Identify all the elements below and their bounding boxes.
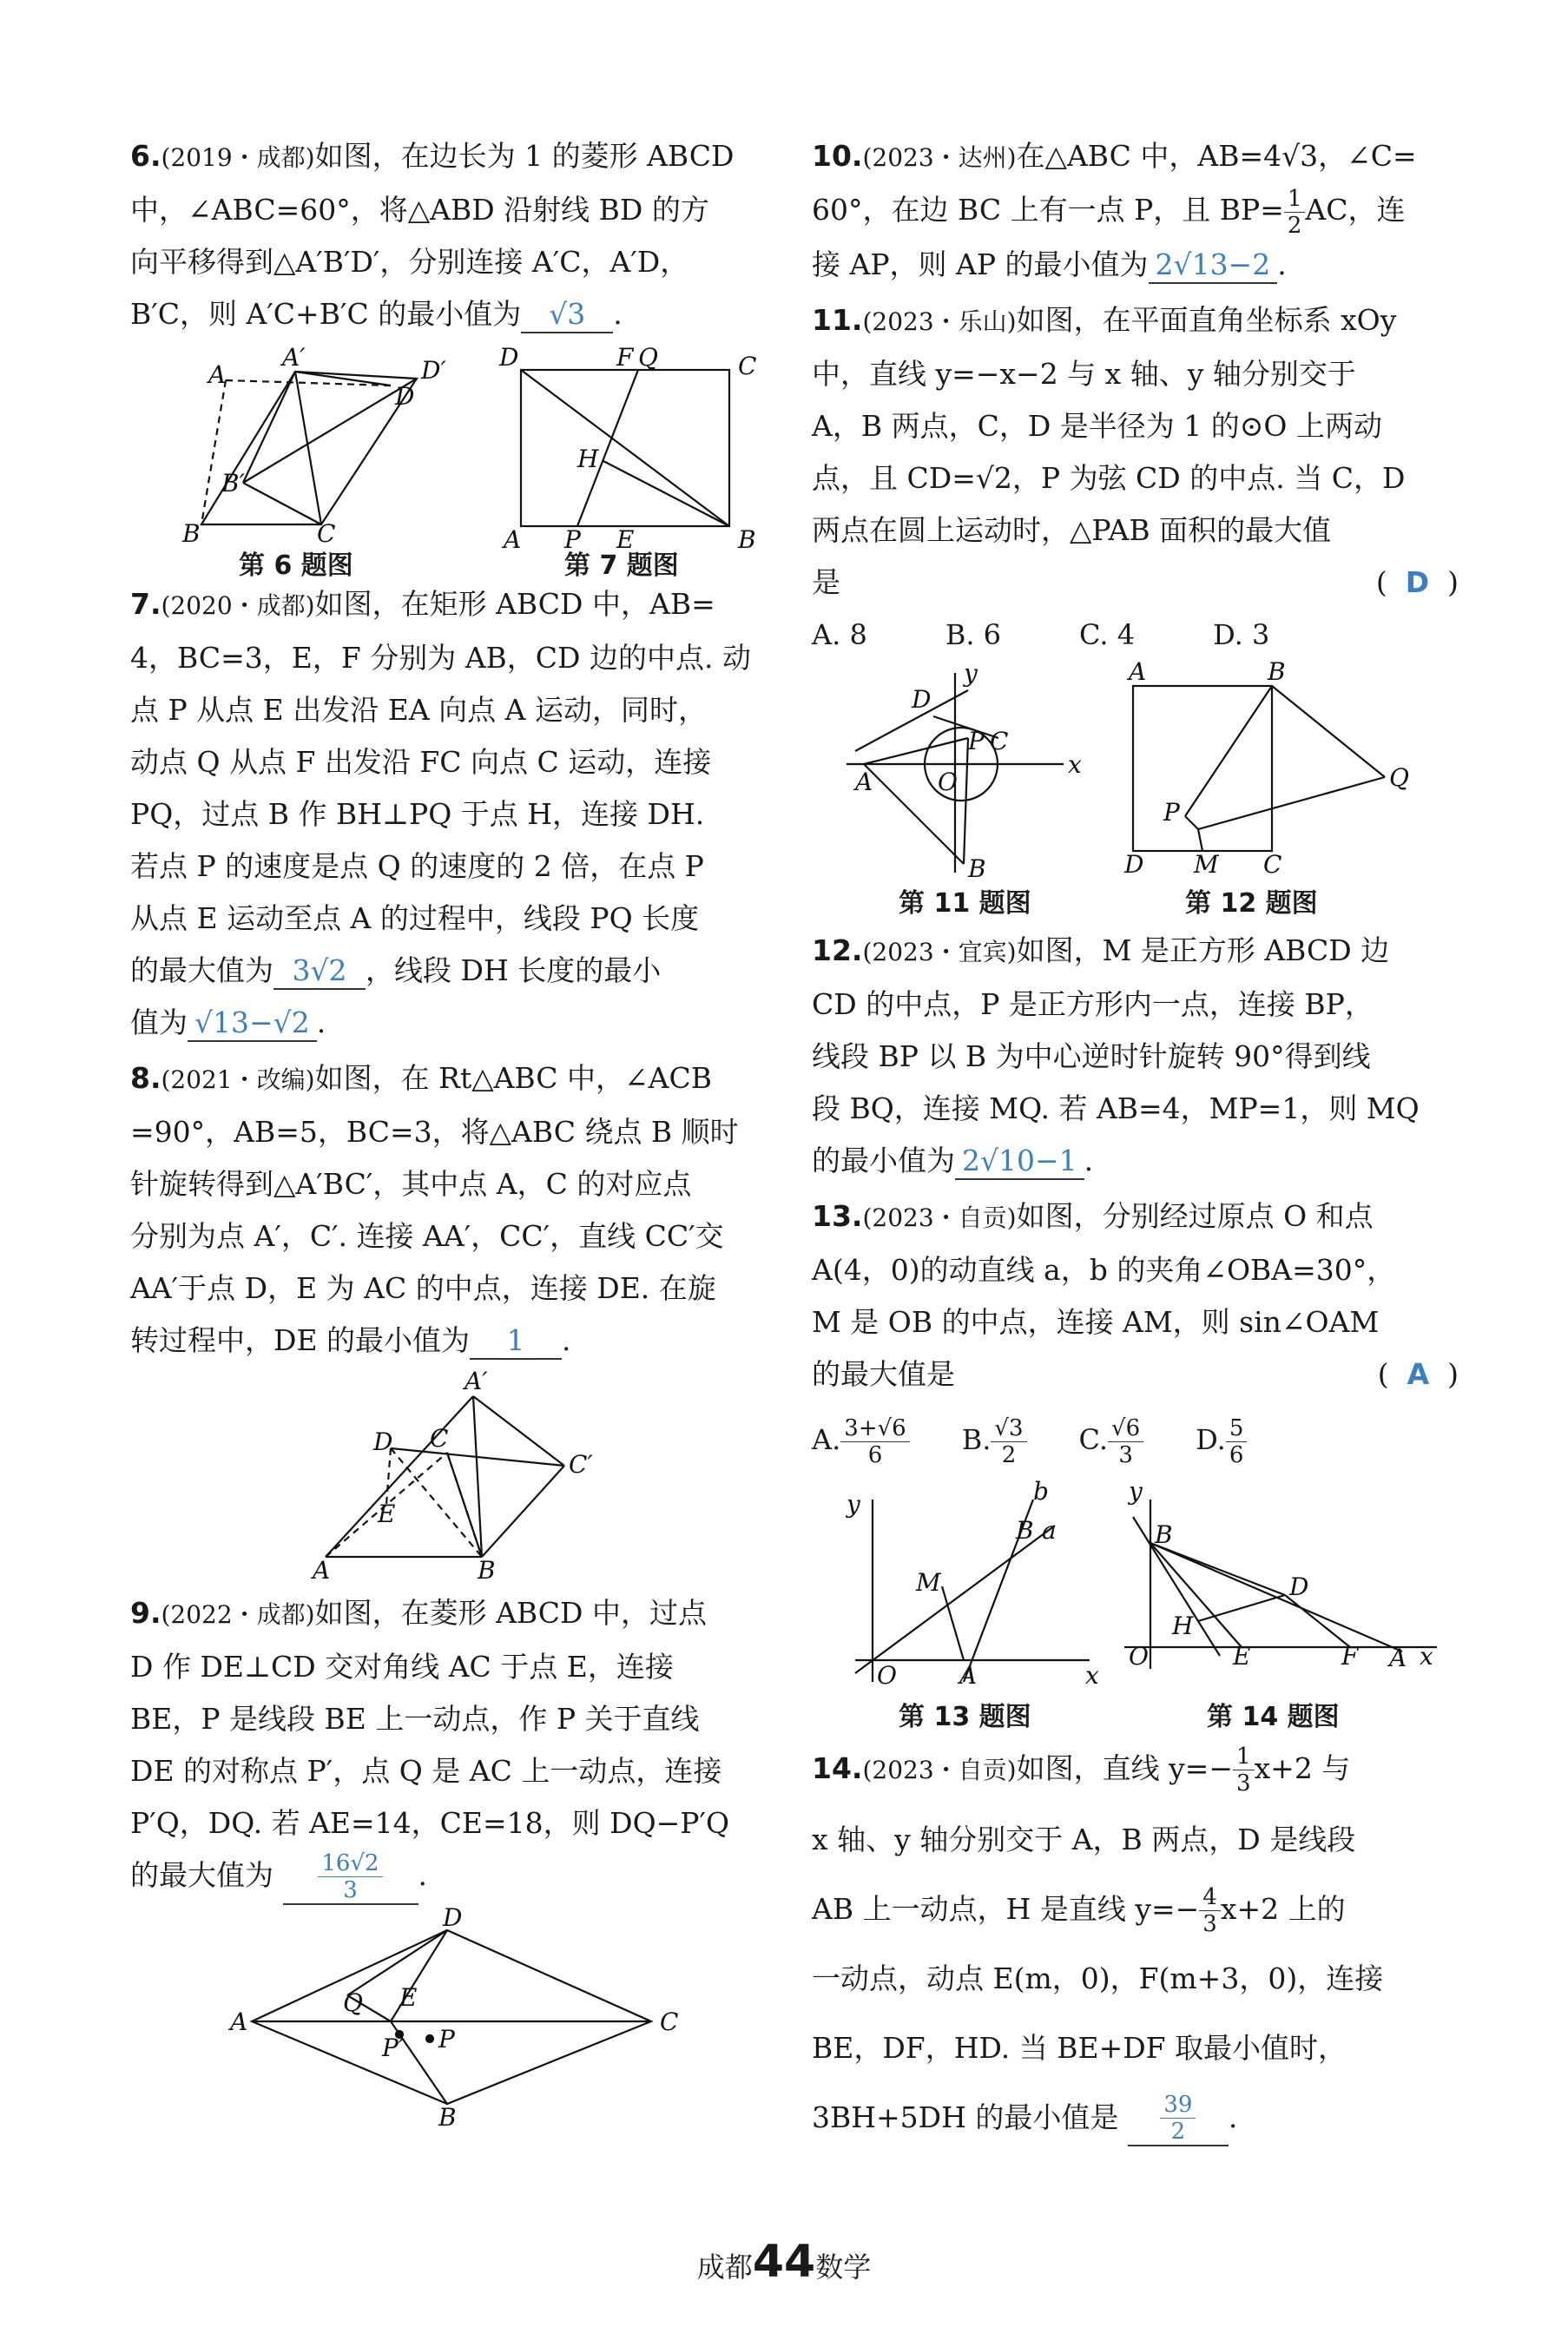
numerator: 5: [1226, 1415, 1248, 1442]
label-E: E: [399, 1982, 418, 2012]
question-text: DE 的对称点 P′，点 Q 是 AC 上一动点，连接: [130, 1754, 722, 1788]
label-B: B: [478, 1556, 496, 1585]
left-column: [130, 130, 773, 2132]
figure-14: [1116, 1476, 1446, 1691]
label-P-prime: P′: [382, 2033, 405, 2062]
label-D: D: [499, 343, 519, 372]
label-Q: Q: [638, 343, 658, 372]
label-H: H: [577, 445, 599, 473]
question-text: 从点 E 运动至点 A 的过程中，线段 PQ 长度: [130, 901, 700, 935]
answer-numerator: 16√2: [318, 1850, 382, 1877]
label-C: C: [430, 1424, 449, 1453]
question-text: AC，连: [1305, 193, 1406, 227]
label-C: C: [660, 2007, 679, 2036]
label-A: A: [504, 525, 522, 554]
label-x-axis: x: [1085, 1660, 1099, 1690]
question-text: 3BH+5DH 的最小值是: [812, 2100, 1119, 2134]
question-number: 7.: [130, 587, 161, 621]
option-c: [1079, 1401, 1144, 1479]
option-letter: C.: [1078, 1422, 1109, 1456]
question-number: 12.: [812, 933, 863, 967]
figures-13-14: [812, 1476, 1459, 1734]
punctuation: .: [613, 297, 623, 331]
question-11: [812, 294, 1459, 661]
label-A: A: [1389, 1643, 1407, 1672]
figure-6: [156, 343, 469, 548]
question-12: [812, 925, 1459, 1187]
option-letter: B.: [961, 1422, 992, 1456]
question-text: PQ，过点 B 作 BH⊥PQ 于点 H，连接 DH.: [130, 797, 705, 831]
option-letter: D.: [1196, 1422, 1226, 1456]
question-text: BE，DF，HD. 当 BE+DF 取最小值时，: [812, 2030, 1347, 2065]
fraction: [1226, 1415, 1248, 1468]
question-text: AB 上一动点，H 是直线 y=−: [812, 1891, 1200, 1926]
question-number: 6.: [130, 139, 161, 173]
label-C: C: [317, 519, 336, 548]
label-y-axis: y: [1129, 1476, 1143, 1506]
label-D: D: [1289, 1572, 1309, 1601]
fraction: [1284, 186, 1306, 239]
question-text: 向平移得到△A′B′D′，分别连接 A′C，A′D，: [130, 245, 689, 279]
right-column: [812, 130, 1459, 2156]
figure-11-caption: 第 11 题图: [899, 887, 1031, 919]
option-b: B. 6: [945, 617, 1002, 651]
label-Q: Q: [343, 1988, 363, 2017]
option-letter: A.: [812, 1422, 841, 1456]
question-text: 如图，分别经过原点 O 和点: [1016, 1198, 1374, 1233]
numerator: 3+√6: [840, 1415, 909, 1442]
denominator: 3: [1118, 1441, 1133, 1468]
answer-blank: √13−√2: [188, 1005, 317, 1042]
question-7: [130, 578, 773, 1049]
fraction: [1233, 1744, 1255, 1797]
question-text: A(4，0)的动直线 a，b 的夹角∠OBA=30°，: [812, 1252, 1396, 1287]
choice-answer: D: [1405, 564, 1430, 599]
question-text: =90°，AB=5，BC=3，将△ABC 绕点 B 顺时: [130, 1115, 739, 1149]
question-text: 一动点，动点 E(m，0)，F(m+3，0)，连接: [812, 1961, 1384, 1995]
question-text: 针旋转得到△A′BC′，其中点 A，C 的对应点: [130, 1167, 692, 1201]
fraction: [991, 1415, 1026, 1468]
label-C: C: [990, 726, 1009, 755]
question-text: 在△ABC 中，AB=4√3，∠C=: [1016, 139, 1417, 173]
label-A-prime: A′: [464, 1367, 488, 1395]
label-B: B: [1016, 1515, 1034, 1545]
question-source: (2023・乐山): [862, 307, 1017, 336]
label-O: O: [1129, 1641, 1149, 1671]
label-E: E: [616, 525, 635, 554]
question-text: 中，直线 y=−x−2 与 x 轴、y 轴分别交于: [812, 356, 1356, 391]
label-A: A: [959, 1660, 978, 1690]
label-P: P: [564, 525, 581, 554]
answer-blank: [1128, 2092, 1229, 2146]
question-text: P′Q，DQ. 若 AE=14，CE=18，则 DQ−P′Q: [130, 1806, 730, 1840]
label-B: B: [738, 525, 756, 554]
label-A: A: [855, 767, 873, 796]
options: [812, 1401, 1459, 1479]
label-P: P: [968, 726, 985, 755]
question-14: [812, 1734, 1459, 2153]
question-text: AA′于点 D，E 为 AC 的中点，连接 DE. 在旋: [130, 1271, 716, 1305]
question-source: (2020・成都): [161, 591, 315, 620]
question-text: x+2 上的: [1220, 1891, 1346, 1926]
figure-12: [1116, 656, 1428, 881]
question-text: 线段 BP 以 B 为中心逆时针旋转 90°得到线: [812, 1038, 1371, 1073]
denominator: 3: [1202, 1911, 1217, 1937]
answer-denominator: 2: [1170, 2119, 1186, 2145]
label-B: B: [438, 2102, 457, 2132]
figure-14-caption: 第 14 题图: [1207, 1701, 1340, 1732]
question-number: 11.: [812, 302, 863, 337]
question-number: 10.: [812, 139, 863, 173]
label-P: P: [438, 2024, 455, 2054]
denominator: 6: [1229, 1441, 1244, 1468]
question-8: [130, 1052, 773, 1367]
denominator: 2: [1001, 1441, 1017, 1468]
label-D: D: [395, 382, 415, 411]
label-A: A: [313, 1556, 331, 1585]
footer-region: 成都: [696, 2251, 753, 2284]
option-a: [812, 1401, 910, 1479]
punctuation: .: [562, 1323, 571, 1357]
fraction: [1199, 1884, 1221, 1937]
label-O: O: [877, 1660, 897, 1690]
question-text: ，线段 DH 长度的最小: [366, 953, 662, 987]
question-text: 转过程中，DE 的最小值为: [130, 1323, 471, 1357]
question-text: D 作 DE⊥CD 交对角线 AC 于点 E，连接: [130, 1650, 674, 1684]
label-F: F: [1341, 1641, 1359, 1671]
denominator: 3: [1236, 1770, 1251, 1797]
question-text: 的最大值为: [130, 953, 273, 987]
figure-9: [130, 1902, 773, 2132]
figure-7-caption: 第 7 题图: [564, 550, 679, 581]
question-number: 14.: [812, 1750, 863, 1785]
label-C-prime: C′: [569, 1450, 593, 1479]
numerator: 4: [1199, 1884, 1221, 1911]
answer-blank: 1: [470, 1323, 562, 1360]
figure-11: [847, 658, 1107, 883]
question-text: B′C，则 A′C+B′C 的最小值为: [130, 297, 522, 331]
answer-blank: 2√10−1: [955, 1144, 1084, 1180]
answer-paren: ( D ): [1375, 564, 1459, 599]
label-line-b: b: [1033, 1476, 1049, 1506]
label-y-axis: y: [964, 658, 978, 688]
label-A: A: [208, 360, 227, 389]
denominator: 2: [1287, 212, 1302, 239]
question-text: 的最小值为: [812, 1143, 955, 1177]
fraction: [840, 1415, 909, 1468]
page-number: 44: [752, 2236, 816, 2288]
label-D: D: [1124, 849, 1144, 879]
question-text: 如图，在矩形 ABCD 中，AB=: [314, 587, 715, 621]
question-source: (2019・成都): [161, 143, 315, 172]
page-footer: [0, 2236, 1568, 2288]
question-number: 13.: [812, 1198, 863, 1233]
figure-13-caption: 第 13 题图: [899, 1701, 1031, 1732]
label-M: M: [1194, 849, 1219, 879]
question-text: 若点 P 的速度是点 Q 的速度的 2 倍，在点 P: [130, 849, 704, 883]
punctuation: .: [1228, 2100, 1238, 2134]
label-A: A: [1129, 656, 1147, 686]
figures-11-12: [812, 656, 1459, 925]
question-10: [812, 130, 1459, 291]
question-13: [812, 1190, 1459, 1479]
figures-6-7: [130, 343, 773, 581]
answer-blank: 3√2: [273, 953, 366, 990]
fraction: [1108, 1415, 1143, 1468]
question-text: 点 P 从点 E 出发沿 EA 向点 A 运动，同时，: [130, 693, 707, 727]
label-D: D: [373, 1427, 393, 1456]
option-d: D. 3: [1213, 617, 1270, 651]
question-text: 如图，M 是正方形 ABCD 边: [1016, 933, 1390, 967]
question-text: 如图，在 Rt△ABC 中，∠ACB: [314, 1061, 713, 1095]
options: [812, 609, 1459, 661]
option-d: [1196, 1401, 1247, 1479]
label-B: B: [1155, 1520, 1173, 1549]
question-text: 如图，直线 y=−: [1016, 1750, 1234, 1785]
answer-denominator: 3: [343, 1876, 358, 1903]
question-text: 是: [812, 564, 840, 599]
question-text: 的最大值是: [812, 1356, 955, 1391]
question-source: (2023・达州): [862, 143, 1017, 172]
question-text: 如图，在边长为 1 的菱形 ABCD: [314, 139, 735, 173]
question-6: [130, 130, 773, 340]
question-text: 两点在圆上运动时，△PAB 面积的最大值: [812, 512, 1332, 547]
question-source: (2022・成都): [161, 1600, 315, 1629]
label-line-a: a: [1042, 1515, 1057, 1545]
figure-6-caption: 第 6 题图: [239, 550, 353, 581]
question-source: (2023・自贡): [862, 1755, 1017, 1784]
punctuation: .: [1277, 247, 1287, 281]
question-number: 8.: [130, 1061, 161, 1095]
numerator: √6: [1108, 1415, 1143, 1442]
question-text: 的最大值为: [130, 1858, 273, 1892]
punctuation: .: [1084, 1143, 1094, 1177]
punctuation: .: [418, 1858, 427, 1892]
label-B: B: [968, 854, 986, 883]
label-Q: Q: [1389, 762, 1409, 792]
answer-blank: 2√13−2: [1149, 247, 1278, 284]
figure-8: [130, 1367, 773, 1587]
label-D: D: [443, 1902, 463, 1932]
option-b: [962, 1401, 1027, 1479]
label-C: C: [1263, 849, 1282, 879]
question-text: 4，BC=3，E，F 分别为 AB，CD 边的中点. 动: [130, 641, 751, 675]
option-c: C. 4: [1079, 617, 1136, 651]
label-B: B: [1268, 656, 1286, 686]
question-text: 如图，在菱形 ABCD 中，过点: [314, 1596, 707, 1630]
label-B-prime: B′: [221, 469, 245, 498]
footer-subject: 数学: [815, 2251, 872, 2284]
question-text: 接 AP，则 AP 的最小值为: [812, 247, 1149, 281]
question-source: (2023・自贡): [862, 1203, 1017, 1232]
label-C: C: [738, 352, 757, 380]
question-text: 60°，在边 BC 上有一点 P，且 BP=: [812, 193, 1284, 227]
question-source: (2023・宜宾): [862, 937, 1017, 966]
label-B: B: [182, 519, 201, 548]
question-text: M 是 OB 的中点，连接 AM，则 sin∠OAM: [812, 1304, 1380, 1339]
answer-blank: √3: [521, 297, 613, 333]
label-A-prime: A′: [282, 343, 306, 372]
question-number: 9.: [130, 1596, 161, 1630]
answer-paren: ( A ): [1377, 1356, 1459, 1391]
numerator: √3: [991, 1415, 1026, 1442]
numerator: 1: [1284, 186, 1306, 213]
question-text: 段 BQ，连接 MQ. 若 AB=4，MP=1，则 MQ: [812, 1091, 1420, 1125]
question-text: A，B 两点，C，D 是半径为 1 的⊙O 上两动: [812, 408, 1382, 443]
punctuation: .: [316, 1005, 326, 1039]
question-text: 分别为点 A′，C′. 连接 AA′，CC′，直线 CC′交: [130, 1219, 724, 1253]
label-M: M: [916, 1567, 941, 1597]
label-D-prime: D′: [421, 356, 446, 385]
question-text: 如图，在平面直角坐标系 xOy: [1016, 302, 1397, 337]
question-9: [130, 1587, 773, 1905]
label-F: F: [616, 343, 634, 372]
numerator: 1: [1233, 1744, 1255, 1770]
question-text: x+2 与: [1254, 1750, 1351, 1785]
figure-7: [495, 343, 773, 554]
label-D: D: [912, 684, 932, 714]
question-text: 中，∠ABC=60°，将△ABD 沿射线 BD 的方: [130, 193, 709, 227]
label-x-axis: x: [1420, 1641, 1433, 1671]
figure-13: [829, 1476, 1116, 1691]
question-text: BE，P 是线段 BE 上一动点，作 P 关于直线: [130, 1702, 700, 1736]
choice-answer: A: [1407, 1356, 1430, 1391]
label-P: P: [1163, 797, 1180, 827]
option-a: A. 8: [812, 617, 867, 651]
question-text: 动点 Q 从点 F 出发沿 FC 向点 C 运动，连接: [130, 745, 712, 779]
label-H: H: [1172, 1611, 1194, 1640]
label-O: O: [938, 767, 958, 796]
label-x-axis: x: [1068, 749, 1082, 779]
question-text: x 轴、y 轴分别交于 A，B 两点，D 是线段: [812, 1822, 1356, 1856]
answer-blank: [283, 1850, 418, 1905]
question-source: (2021・改编): [161, 1065, 315, 1094]
question-text: 点，且 CD=√2，P 为弦 CD 的中点. 当 C，D: [812, 460, 1406, 495]
question-text: CD 的中点，P 是正方形内一点，连接 BP，: [812, 986, 1374, 1021]
answer-numerator: 39: [1160, 2092, 1196, 2119]
label-E: E: [1233, 1641, 1251, 1671]
label-y-axis: y: [847, 1489, 860, 1519]
question-text: 值为: [130, 1005, 188, 1039]
figure-12-caption: 第 12 题图: [1185, 887, 1318, 919]
label-A: A: [230, 2007, 248, 2036]
denominator: 6: [867, 1441, 883, 1468]
label-E: E: [378, 1500, 396, 1528]
